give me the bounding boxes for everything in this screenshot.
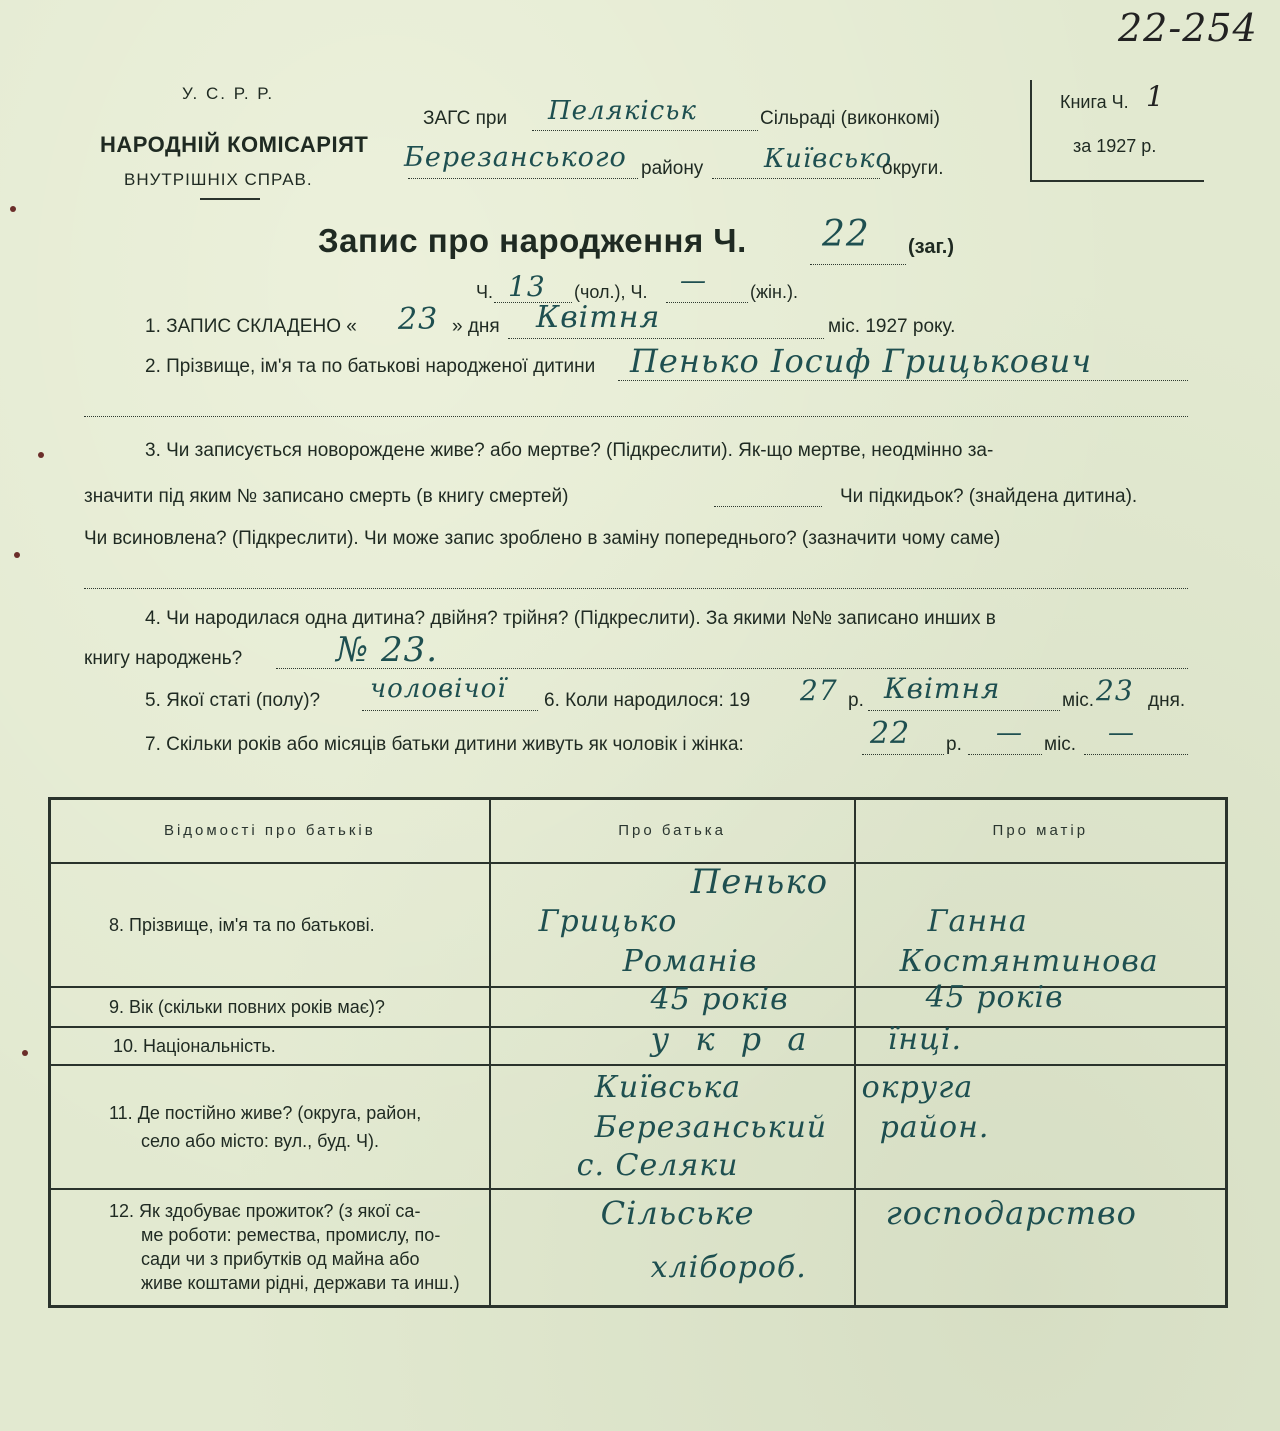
binder-hole <box>22 1050 28 1056</box>
item3-line1: 3. Чи записується новорождене живе? або мертве? (Підкреслити). Як-що мертве, неодмінно за- <box>145 440 994 461</box>
record-number: 22 <box>822 214 870 255</box>
item3-blank <box>84 588 1188 589</box>
department-label: ВНУТРІШНІХ СПРАВ. <box>124 170 313 189</box>
item7-mis: міс. <box>1044 734 1077 755</box>
father-name: Грицько <box>538 903 678 939</box>
header-info: Відомості про батьків <box>163 821 376 839</box>
birth-day: 23 <box>1096 674 1134 707</box>
male-suffix: (чол.), Ч. <box>574 282 648 302</box>
item3-line3: Чи всиновлена? (Підкреслити). Чи може запис зроблено в заміну попереднього? (зазначити чому саме) <box>84 528 1001 549</box>
item7-tail-blank <box>1084 754 1188 755</box>
district-blank <box>408 178 638 179</box>
row11-label-1: 11. Де постійно живе? (округа, район, <box>109 1102 422 1123</box>
row8-label: 8. Прізвище, ім'я та по батькові. <box>109 914 375 935</box>
father-village: с. Селяки <box>576 1147 739 1183</box>
row11-label-2: село або місто: вул., буд. Ч). <box>141 1130 379 1151</box>
father-nationality: у к р а <box>650 1019 815 1058</box>
father-okrug: Київська <box>594 1069 742 1105</box>
item4-line2: книгу народжень? <box>84 648 243 669</box>
mother-name: Ганна <box>927 903 1028 939</box>
title-suffix: (заг.) <box>908 236 955 258</box>
row12-label-1: 12. Як здобуває прожиток? (з якої са- <box>109 1201 421 1222</box>
father-surname: Пенько <box>690 861 829 902</box>
republic-label: У. С. Р. Р. <box>182 84 275 103</box>
header-mother: Про матір <box>992 821 1089 839</box>
binder-hole <box>10 206 16 212</box>
item1-label: 1. ЗАПИС СКЛАДЕНО « <box>145 316 357 337</box>
item3-death-blank <box>714 506 822 507</box>
mother-okrug: округа <box>861 1069 974 1105</box>
item3-line2b: Чи підкидьок? (знайдена дитина). <box>840 486 1138 507</box>
mother-patronymic: Костянтинова <box>899 943 1159 979</box>
table-row <box>50 1189 1227 1307</box>
item2-blank2 <box>84 416 1188 417</box>
zags-value: Пелякіськ <box>548 96 697 126</box>
row10-label: 10. Національність. <box>113 1035 276 1056</box>
mother-nationality: їнці. <box>887 1021 963 1057</box>
item1-day: 23 <box>398 302 439 337</box>
header-father: Про батька <box>618 821 727 839</box>
parents-table <box>48 797 1228 1308</box>
row12-label-3: сади чи з прибутків од майна або <box>141 1249 420 1270</box>
female-blank <box>666 302 748 303</box>
row12-label-2: ме роботи: ремества, промислу, по- <box>141 1225 441 1246</box>
male-prefix: Ч. <box>476 282 493 302</box>
district-label: району <box>641 158 704 179</box>
father-occupation-1: Сільське <box>600 1193 755 1232</box>
item7-tail: — <box>1108 718 1135 748</box>
marriage-years: 22 <box>870 716 911 751</box>
table-row <box>50 863 1227 987</box>
book-value: 1 <box>1146 80 1165 113</box>
row12-label-4: живе коштами рідні, держави та инш.) <box>141 1273 460 1294</box>
father-age: 45 років <box>650 981 789 1017</box>
father-occupation-2: хлібороб. <box>650 1249 807 1285</box>
item7-months-blank <box>968 754 1042 755</box>
page-title: Запис про народження Ч. <box>318 222 747 259</box>
binder-hole <box>14 552 20 558</box>
okrug-value: Київсько <box>764 144 893 174</box>
item5-label: 5. Якої статі (полу)? <box>145 690 321 711</box>
item1-end: міс. 1927 року. <box>828 316 956 337</box>
item6-mis: міс. <box>1062 690 1095 711</box>
table-header-row <box>50 799 1227 863</box>
okrug-blank <box>712 178 880 179</box>
binder-hole <box>38 452 44 458</box>
district-value: Березанського <box>404 142 627 173</box>
child-name: Пенько Іосиф Грицькович <box>630 342 1093 380</box>
female-number: — <box>680 266 707 296</box>
item1-month: Квітня <box>536 300 661 335</box>
father-patronymic: Романів <box>622 943 758 979</box>
commissariat-label: НАРОДНІЙ КОМІСАРІЯТ <box>100 132 369 157</box>
table-row <box>50 1065 1227 1189</box>
father-district: Березанський <box>594 1109 828 1145</box>
child-sex: чоловічої <box>370 674 507 704</box>
mother-district: район. <box>879 1109 990 1145</box>
item7-r: р. <box>946 734 962 755</box>
book-label: Книга Ч. <box>1060 92 1129 112</box>
marriage-months: — <box>996 718 1023 748</box>
zags-prefix: ЗАГС при <box>423 108 508 129</box>
item7-label: 7. Скільки років або місяців батьки дитини живуть як чоловік і жінка: <box>145 734 744 755</box>
birth-year: 27 <box>800 674 838 707</box>
item1-mid: » дня <box>452 316 500 337</box>
okrug-label: округи. <box>882 158 944 179</box>
birth-month: Квітня <box>884 672 1001 705</box>
item5-blank <box>362 710 538 711</box>
female-suffix: (жін.). <box>750 282 798 302</box>
header-divider <box>200 198 260 200</box>
row9-label: 9. Вік (скільки повних років має)? <box>109 996 385 1017</box>
mother-occupation: господарство <box>885 1193 1137 1232</box>
table-row <box>50 1027 1227 1065</box>
item6-label: 6. Коли народилося: 19 <box>544 690 751 711</box>
year-label: за 1927 р. <box>1073 136 1157 156</box>
table-row <box>50 987 1227 1027</box>
zags-suffix: Сільраді (виконкомі) <box>760 108 940 129</box>
zags-blank <box>532 130 758 131</box>
item2-blank <box>618 380 1188 381</box>
mother-age: 45 років <box>925 979 1064 1015</box>
item4-value: № 23. <box>336 630 439 670</box>
item6-dnia: дня. <box>1148 690 1186 711</box>
archive-number: 22-254 <box>1118 6 1258 50</box>
item1-blank <box>508 338 824 339</box>
item3-line2a: значити під яким № записано смерть (в книгу смертей) <box>84 486 569 507</box>
item6-r: р. <box>848 690 864 711</box>
item4-line1: 4. Чи народилася одна дитина? двійня? трійня? (Підкреслити). За якими №№ записано инших в <box>145 608 996 629</box>
title-number-blank <box>810 264 906 265</box>
item2-label: 2. Прізвище, ім'я та по батькові народженої дитини <box>145 356 596 377</box>
item7-years-blank <box>862 754 944 755</box>
item6-month-blank <box>868 710 1060 711</box>
male-number: 13 <box>508 270 546 303</box>
